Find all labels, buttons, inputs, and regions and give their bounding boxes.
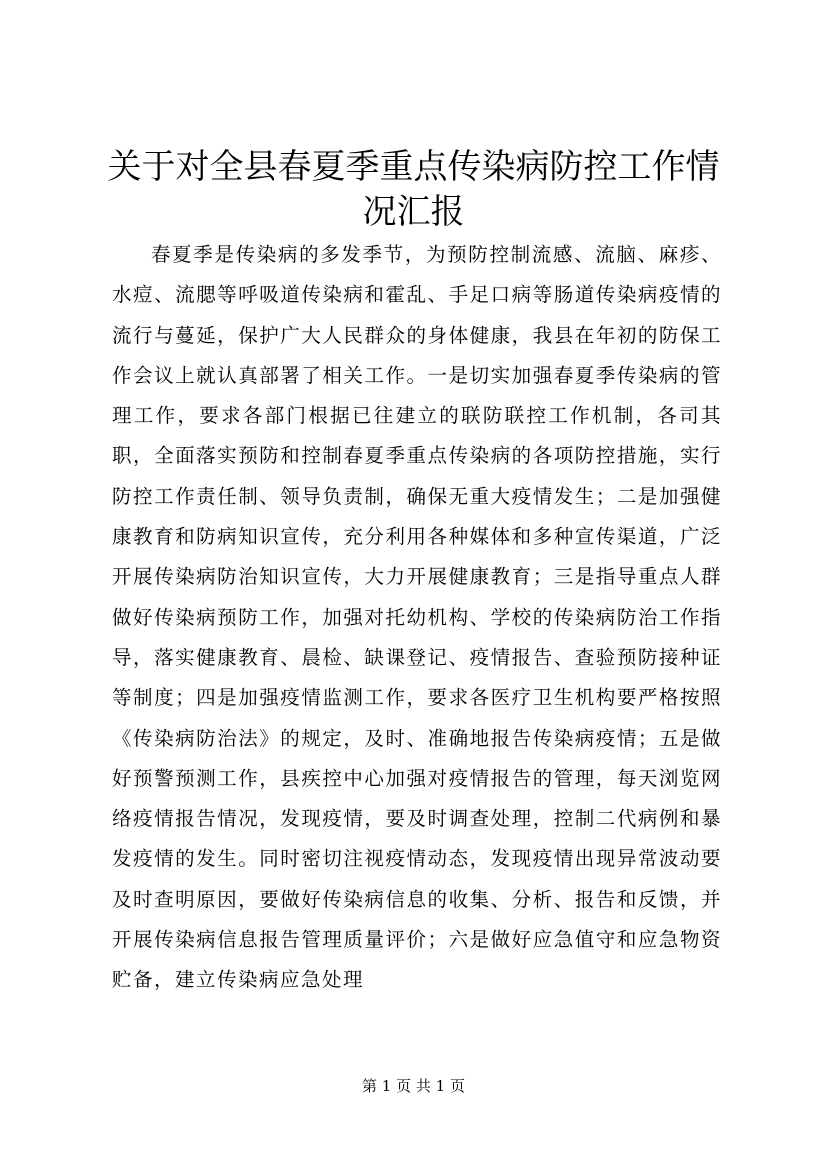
document-title: 关于对全县春夏季重点传染病防控工作情况汇报 <box>107 147 720 232</box>
page-footer: 第 1 页 共 1 页 <box>362 1077 465 1095</box>
body-paragraph: 春夏季是传染病的多发季节，为预防控制流感、流脑、麻疹、水痘、流腮等呼吸道传染病和霍乱、手足口病等肠道传染病疫情的流行与蔓延，保护广大人民群众的身体健康，我县在年初的防保工作会议上就认真部署了相关工作。一是切实加强春夏季传染病的管理工作，要求各部门根据已往建立的联防联控工作机制，各司其职，全面落实预防和控制春夏季重点传染病的各项防控措施，实行防控工作责任制、领导负责制，确保无重大疫情发生；二是加强健康教育和防病知识宣传，充分利用各种媒体和多种宣传渠道，广泛开展传染病防治知识宣传，大力开展健康教育；三是指导重点人群做好传染病预防工作，加强对托幼机构、学校的传染病防治工作指导，落实健康教育、晨检、缺课登记、疫情报告、查验预防接种证等制度；四是加强疫情监测工作，要求各医疗卫生机构要严格按照《传染病防治法》的规定，及时、准确地报告传染病疫情；五是做好预警预测工作，县疾控中心加强对疫情报告的管理，每天浏览网络疫情报告情况，发现疫情，要及时调查处理，控制二代病例和暴发疫情的发生。同时密切注视疫情动态，发现疫情出现异常波动要及时查明原因，要做好传染病信息的收集、分析、报告和反馈，并开展传染病信息报告管理质量评价；六是做好应急值守和应急物资贮备，建立传染病应急处理 <box>112 243 722 992</box>
